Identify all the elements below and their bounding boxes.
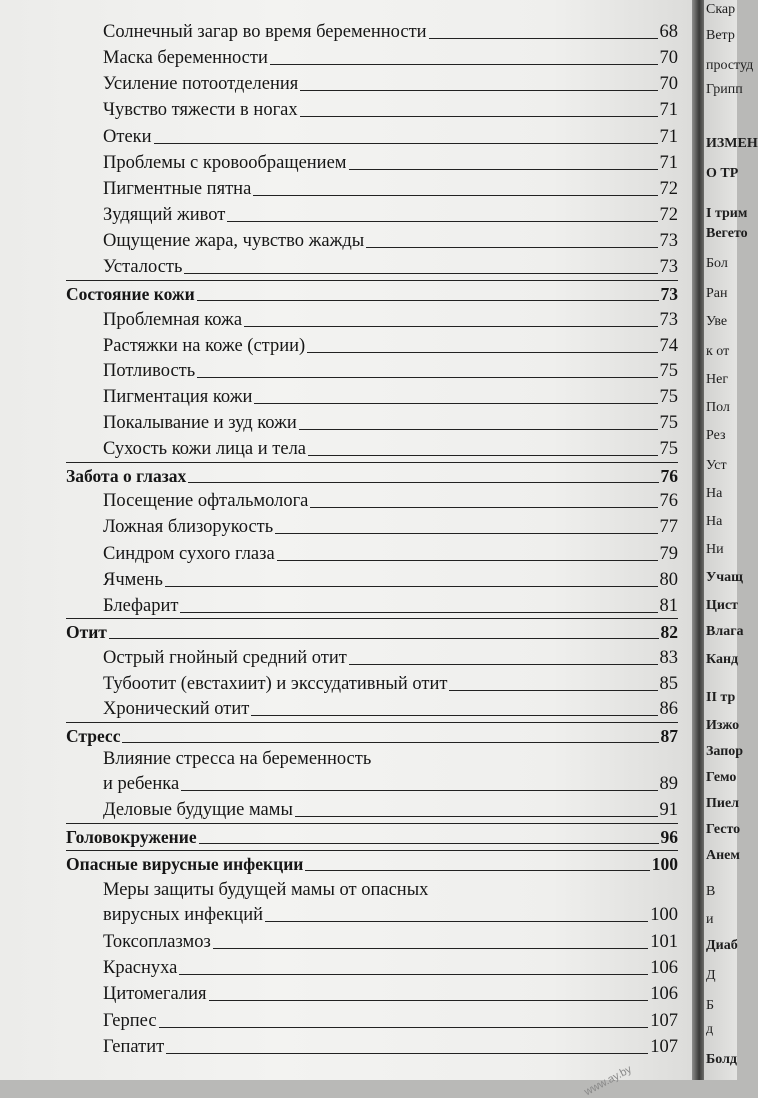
adjacent-page-fragment: На bbox=[706, 514, 723, 529]
toc-entry-title: Влияние стресса на беременность bbox=[103, 749, 372, 769]
toc-entry bbox=[103, 332, 678, 356]
section-rule bbox=[66, 850, 678, 851]
toc-page-number: 82 bbox=[660, 622, 678, 642]
toc-entry bbox=[103, 383, 678, 407]
toc-entry bbox=[103, 96, 678, 120]
toc-page-number: 83 bbox=[659, 648, 678, 668]
toc-page-number: 79 bbox=[659, 544, 678, 564]
toc-entry-title: Хронический отит bbox=[103, 699, 250, 719]
adjacent-page-fragment: На bbox=[706, 486, 723, 501]
toc-entry-title: Деловые будущие мамы bbox=[103, 800, 293, 820]
toc-section bbox=[66, 850, 678, 874]
toc-entry-title: Состояние кожи bbox=[66, 284, 195, 304]
adjacent-page-fragment: Гемо bbox=[706, 770, 737, 785]
toc-entry-title: Потливость bbox=[103, 361, 196, 381]
toc-entry-title: Маска беременности bbox=[103, 48, 268, 68]
dot-leader bbox=[199, 843, 659, 844]
toc-page-number: 71 bbox=[659, 127, 678, 147]
toc-entry bbox=[103, 901, 678, 925]
dot-leader bbox=[308, 455, 657, 456]
adjacent-page-fragment: Вегето bbox=[706, 226, 748, 241]
toc-section bbox=[66, 280, 678, 304]
toc-entry bbox=[103, 227, 678, 251]
toc-entry bbox=[103, 770, 678, 794]
adjacent-page-fragment: Ни bbox=[706, 542, 724, 557]
adjacent-page-fragment: и bbox=[706, 912, 714, 927]
toc-entry-title: Стресс bbox=[66, 726, 121, 746]
toc-entry-title: Острый гнойный средний отит bbox=[103, 648, 347, 668]
adjacent-page-fragment: Диаб bbox=[706, 938, 738, 953]
dot-leader bbox=[265, 921, 648, 922]
dot-leader bbox=[244, 326, 657, 327]
toc-entry bbox=[103, 409, 678, 433]
adjacent-page-fragment: Д bbox=[706, 968, 716, 983]
adjacent-page-fragment: Пиел bbox=[706, 796, 740, 811]
dot-leader bbox=[295, 816, 658, 817]
toc-entry bbox=[103, 980, 678, 1004]
adjacent-page-fragment: Анем bbox=[706, 848, 740, 863]
dot-leader bbox=[109, 638, 659, 639]
toc-page-number: 87 bbox=[660, 726, 678, 746]
adjacent-page-fragment: Учащ bbox=[706, 570, 743, 585]
toc-page-number: 75 bbox=[659, 413, 678, 433]
toc-page-number: 96 bbox=[660, 827, 678, 847]
toc-entry bbox=[103, 149, 678, 173]
toc-entry-title: Ощущение жара, чувство жажды bbox=[103, 231, 365, 251]
adjacent-page-fragment: Пол bbox=[706, 400, 730, 415]
toc-page-number: 80 bbox=[659, 570, 678, 590]
toc-entry bbox=[103, 253, 678, 277]
toc-page-number: 100 bbox=[650, 905, 678, 925]
section-rule bbox=[66, 722, 678, 723]
dot-leader bbox=[254, 403, 657, 404]
toc-page-number: 70 bbox=[659, 74, 678, 94]
toc-entry bbox=[103, 540, 678, 564]
toc-entry-title: Сухость кожи лица и тела bbox=[103, 439, 307, 459]
adjacent-page-fragment: Бол bbox=[706, 256, 728, 271]
toc-entry bbox=[103, 928, 678, 952]
toc-entry bbox=[103, 796, 678, 820]
adjacent-page-fragment: Гесто bbox=[706, 822, 741, 837]
toc-entry-title: Пигментация кожи bbox=[103, 387, 253, 407]
toc-entry-title: Усиление потоотделения bbox=[103, 74, 299, 94]
toc-entry bbox=[103, 592, 678, 616]
dot-leader bbox=[277, 560, 658, 561]
dot-leader bbox=[179, 974, 648, 975]
dot-leader bbox=[349, 664, 658, 665]
toc-entry-title: Чувство тяжести в ногах bbox=[103, 100, 298, 120]
adjacent-page-fragment: Б bbox=[706, 998, 715, 1013]
toc-page-number: 76 bbox=[659, 491, 678, 511]
toc-section bbox=[66, 722, 678, 746]
toc-page-number: 77 bbox=[659, 517, 678, 537]
toc-entry-title: Меры защиты будущей мамы от опасных bbox=[103, 880, 429, 900]
dot-leader bbox=[209, 1000, 649, 1001]
adjacent-page-fragment: д bbox=[706, 1022, 714, 1037]
toc-page-number: 85 bbox=[659, 674, 678, 694]
toc-page-number: 75 bbox=[659, 439, 678, 459]
toc-entry bbox=[103, 357, 678, 381]
section-rule bbox=[66, 823, 678, 824]
toc-entry-title: Покалывание и зуд кожи bbox=[103, 413, 297, 433]
dot-leader bbox=[349, 169, 658, 170]
toc-page-number: 76 bbox=[660, 466, 678, 486]
toc-entry-title: Солнечный загар во время беременности bbox=[103, 22, 427, 42]
adjacent-page-fragment: II тр bbox=[706, 690, 736, 705]
dot-leader bbox=[197, 377, 657, 378]
adjacent-page-fragment: к от bbox=[706, 344, 730, 359]
toc-entry-title: Усталость bbox=[103, 257, 183, 277]
section-rule bbox=[66, 462, 678, 463]
toc-page-number: 74 bbox=[659, 336, 678, 356]
toc-entry-title: Герпес bbox=[103, 1011, 157, 1031]
adjacent-page-fragment: ИЗМЕН bbox=[706, 136, 758, 151]
adjacent-page-fragment: Канд bbox=[706, 652, 739, 667]
toc-entry-title: и ребенка bbox=[103, 774, 180, 794]
section-rule bbox=[66, 280, 678, 281]
dot-leader bbox=[188, 482, 658, 483]
adjacent-page-fragment: Влага bbox=[706, 624, 744, 639]
toc-entry bbox=[103, 1007, 678, 1031]
toc-entry bbox=[103, 123, 678, 147]
dot-leader bbox=[299, 429, 658, 430]
dot-leader bbox=[307, 352, 657, 353]
dot-leader bbox=[180, 612, 657, 613]
adjacent-page-fragment: Скар bbox=[706, 2, 736, 17]
book-gutter bbox=[692, 0, 704, 1080]
dot-leader bbox=[270, 64, 658, 65]
dot-leader bbox=[181, 790, 657, 791]
watermark: www.ay.by bbox=[582, 1063, 634, 1098]
dot-leader bbox=[275, 533, 657, 534]
toc-entry-title: Краснуха bbox=[103, 958, 178, 978]
toc-entry-title: Цитомегалия bbox=[103, 984, 207, 1004]
toc-page-number: 73 bbox=[660, 284, 678, 304]
toc-entry-title: Отеки bbox=[103, 127, 152, 147]
toc-entry-title: Головокружение bbox=[66, 827, 197, 847]
toc-entry bbox=[103, 18, 678, 42]
dot-leader bbox=[310, 507, 657, 508]
toc-page-number: 106 bbox=[650, 984, 678, 1004]
toc-entry bbox=[103, 70, 678, 94]
toc-page-number: 72 bbox=[659, 179, 678, 199]
toc-page-number: 106 bbox=[650, 958, 678, 978]
toc-entry-title: Отит bbox=[66, 622, 107, 642]
toc-page-number: 73 bbox=[659, 231, 678, 251]
adjacent-page-fragment: Цист bbox=[706, 598, 739, 613]
toc-page-number: 71 bbox=[659, 153, 678, 173]
toc-page-number: 72 bbox=[659, 205, 678, 225]
toc-entry bbox=[103, 1033, 678, 1057]
toc-entry-title: Токсоплазмоз bbox=[103, 932, 211, 952]
toc-entry-title: Тубоотит (евстахиит) и экссудативный отит bbox=[103, 674, 448, 694]
toc-entry bbox=[103, 876, 678, 900]
dot-leader bbox=[300, 90, 657, 91]
toc-entry bbox=[103, 306, 678, 330]
toc-entry-title: Синдром сухого глаза bbox=[103, 544, 275, 564]
toc-page-number: 71 bbox=[659, 100, 678, 120]
toc-page-number: 68 bbox=[659, 22, 678, 42]
dot-leader bbox=[253, 195, 657, 196]
toc-page-number: 73 bbox=[659, 257, 678, 277]
toc-page-number: 91 bbox=[659, 800, 678, 820]
toc-entry bbox=[103, 644, 678, 668]
section-rule bbox=[66, 618, 678, 619]
adjacent-page-fragment: I трим bbox=[706, 206, 748, 221]
dot-leader bbox=[429, 38, 658, 39]
toc-entry-title: Ложная близорукость bbox=[103, 517, 274, 537]
toc-page-number: 75 bbox=[659, 361, 678, 381]
dot-leader bbox=[366, 247, 657, 248]
toc-section bbox=[66, 618, 678, 642]
adjacent-page-fragment: Уве bbox=[706, 314, 728, 329]
toc-page-number: 101 bbox=[650, 932, 678, 952]
toc-entry-title: Блефарит bbox=[103, 596, 179, 616]
toc-entry-title: Зудящий живот bbox=[103, 205, 226, 225]
toc-entry bbox=[103, 44, 678, 68]
toc-section bbox=[66, 462, 678, 486]
adjacent-page-fragment: Уст bbox=[706, 458, 727, 473]
toc-entry-title: вирусных инфекций bbox=[103, 905, 263, 925]
toc-entry bbox=[103, 487, 678, 511]
toc-entry bbox=[103, 175, 678, 199]
dot-leader bbox=[213, 948, 648, 949]
toc-entry-title: Пигментные пятна bbox=[103, 179, 252, 199]
adjacent-page-fragment: Изжо bbox=[706, 718, 740, 733]
dot-leader bbox=[251, 715, 657, 716]
toc-section bbox=[66, 823, 678, 847]
dot-leader bbox=[122, 742, 658, 743]
dot-leader bbox=[154, 143, 658, 144]
toc-entry-title: Проблемная кожа bbox=[103, 310, 243, 330]
adjacent-page-fragment: Ветр bbox=[706, 28, 735, 43]
toc-page-number: 70 bbox=[659, 48, 678, 68]
adjacent-page bbox=[704, 0, 758, 1080]
toc-page-number: 86 bbox=[659, 699, 678, 719]
dot-leader bbox=[166, 1053, 648, 1054]
adjacent-page-fragment: Ран bbox=[706, 286, 728, 301]
adjacent-page-fragment: Запор bbox=[706, 744, 744, 759]
toc-entry-title: Ячмень bbox=[103, 570, 163, 590]
adjacent-page-fragment: Болд bbox=[706, 1052, 738, 1067]
adjacent-page-fragment: простуд bbox=[706, 58, 754, 73]
dot-leader bbox=[449, 690, 657, 691]
dot-leader bbox=[159, 1027, 649, 1028]
toc-page-number: 73 bbox=[659, 310, 678, 330]
dot-leader bbox=[165, 586, 658, 587]
dot-leader bbox=[305, 870, 649, 871]
toc-entry-title: Гепатит bbox=[103, 1037, 165, 1057]
toc-page-number: 75 bbox=[659, 387, 678, 407]
toc-entry-title: Проблемы с кровообращением bbox=[103, 153, 347, 173]
toc-page-number: 81 bbox=[659, 596, 678, 616]
dot-leader bbox=[197, 300, 659, 301]
toc-entry-title: Растяжки на коже (стрии) bbox=[103, 336, 306, 356]
dot-leader bbox=[184, 273, 657, 274]
toc-entry bbox=[103, 435, 678, 459]
toc-page-number: 107 bbox=[650, 1011, 678, 1031]
dot-leader bbox=[227, 221, 657, 222]
adjacent-page-fragment: Нег bbox=[706, 372, 729, 387]
adjacent-page-fragment: Рез bbox=[706, 428, 726, 443]
toc-entry bbox=[103, 745, 678, 769]
toc-entry-title: Посещение офтальмолога bbox=[103, 491, 309, 511]
toc-entry bbox=[103, 954, 678, 978]
dot-leader bbox=[300, 116, 658, 117]
toc-entry bbox=[103, 695, 678, 719]
toc-entry bbox=[103, 670, 678, 694]
toc-entry bbox=[103, 513, 678, 537]
toc-entry bbox=[103, 201, 678, 225]
toc-page-number: 89 bbox=[659, 774, 678, 794]
adjacent-page-fragment: В bbox=[706, 884, 716, 899]
adjacent-page-fragment: Грипп bbox=[706, 82, 743, 97]
toc-entry bbox=[103, 566, 678, 590]
toc-page-number: 100 bbox=[651, 854, 678, 874]
toc-entry-title: Опасные вирусные инфекции bbox=[66, 854, 304, 874]
toc-page-number: 107 bbox=[650, 1037, 678, 1057]
adjacent-page-fragment: О ТР bbox=[706, 166, 739, 181]
toc-entry-title: Забота о глазах bbox=[66, 466, 187, 486]
